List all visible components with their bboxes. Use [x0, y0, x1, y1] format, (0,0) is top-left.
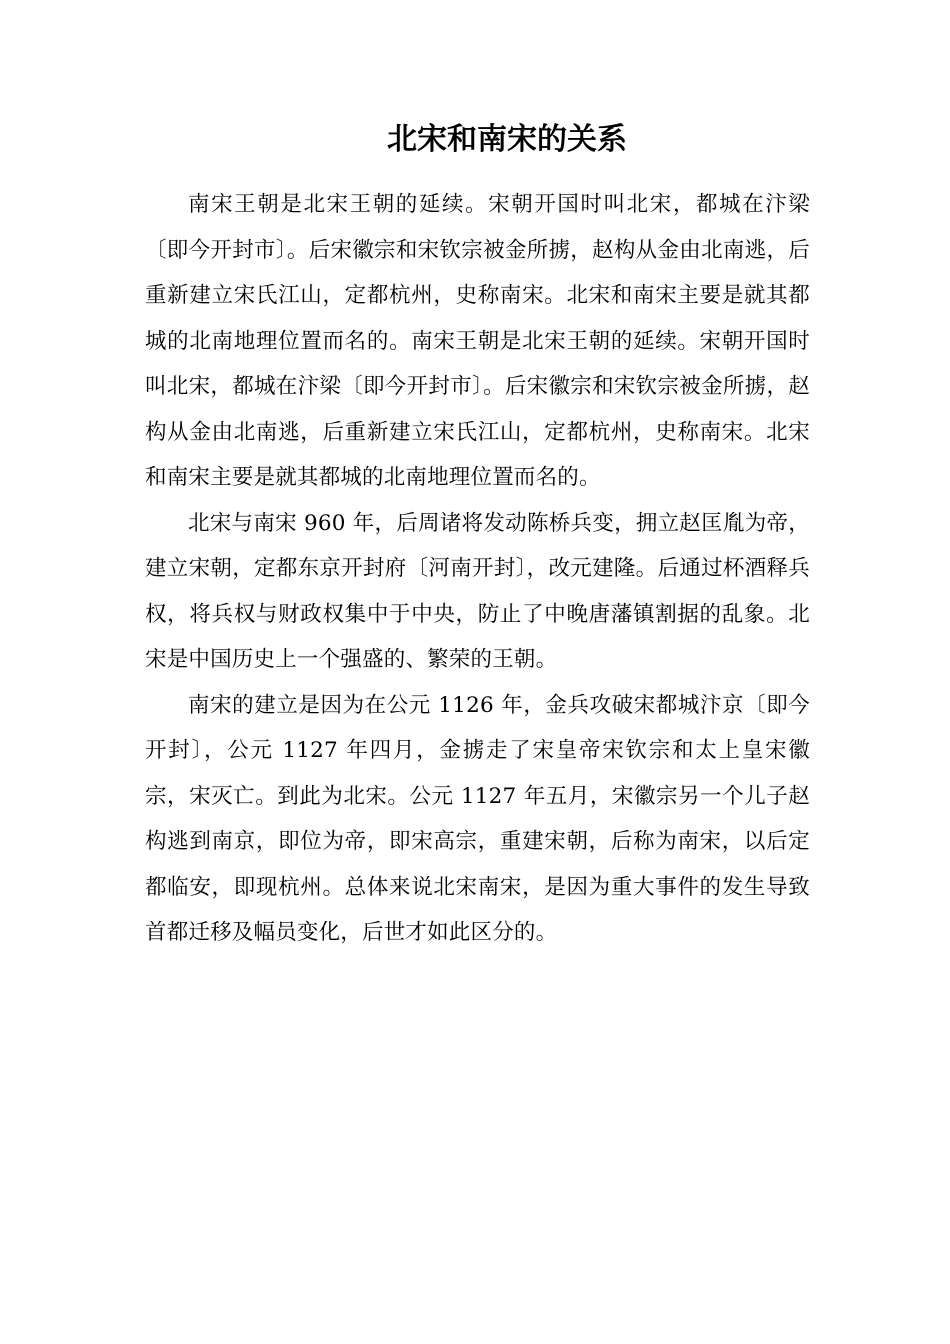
- paragraph-1: 南宋王朝是北宋王朝的延续。宋朝开国时叫北宋，都城在汴梁〔即今开封市〕。后宋徽宗和宋钦宗被金所掳，赵构从金由北南逃，后重新建立宋氏江山，定都杭州，史称南宋。北宋和南宋主要是就其都城的北南地理位置而名的。南宋王朝是北宋王朝的延续。宋朝开国时叫北宋，都城在汴梁〔即今开封市〕。后宋徽宗和宋钦宗被金所掳，赵构从金由北南逃，后重新建立宋氏江山，定都杭州，史称南宋。北宋和南宋主要是就其都城的北南地理位置而名的。: [145, 192, 810, 490]
- document-title: 北宋和南宋的关系: [387, 122, 627, 157]
- paragraph-2: 北宋与南宋 960 年，后周诸将发动陈桥兵变，拥立赵匡胤为帝，建立宋朝，定都东京开封府〔河南开封〕，改元建隆。后通过杯酒释兵权，将兵权与财政权集中于中央，防止了中晚唐藩镇割据的乱象。北宋是中国历史上一个强盛的、繁荣的王朝。: [145, 510, 810, 672]
- document-body: [145, 182, 810, 956]
- paragraph-3: 南宋的建立是因为在公元 1126 年，金兵攻破宋都城汴京〔即今开封〕，公元 1127 年四月，金掳走了宋皇帝宋钦宗和太上皇宋徽宗，宋灭亡。到此为北宋。公元 1127 年五月，宋徽宗另一个儿子赵构逃到南京，即位为帝，即宋高宗，重建宋朝，后称为南宋，以后定都临安，即现杭州。总体来说北宋南宋，是因为重大事件的发生导致首都迁移及幅员变化，后世才如此区分的。: [145, 692, 810, 945]
